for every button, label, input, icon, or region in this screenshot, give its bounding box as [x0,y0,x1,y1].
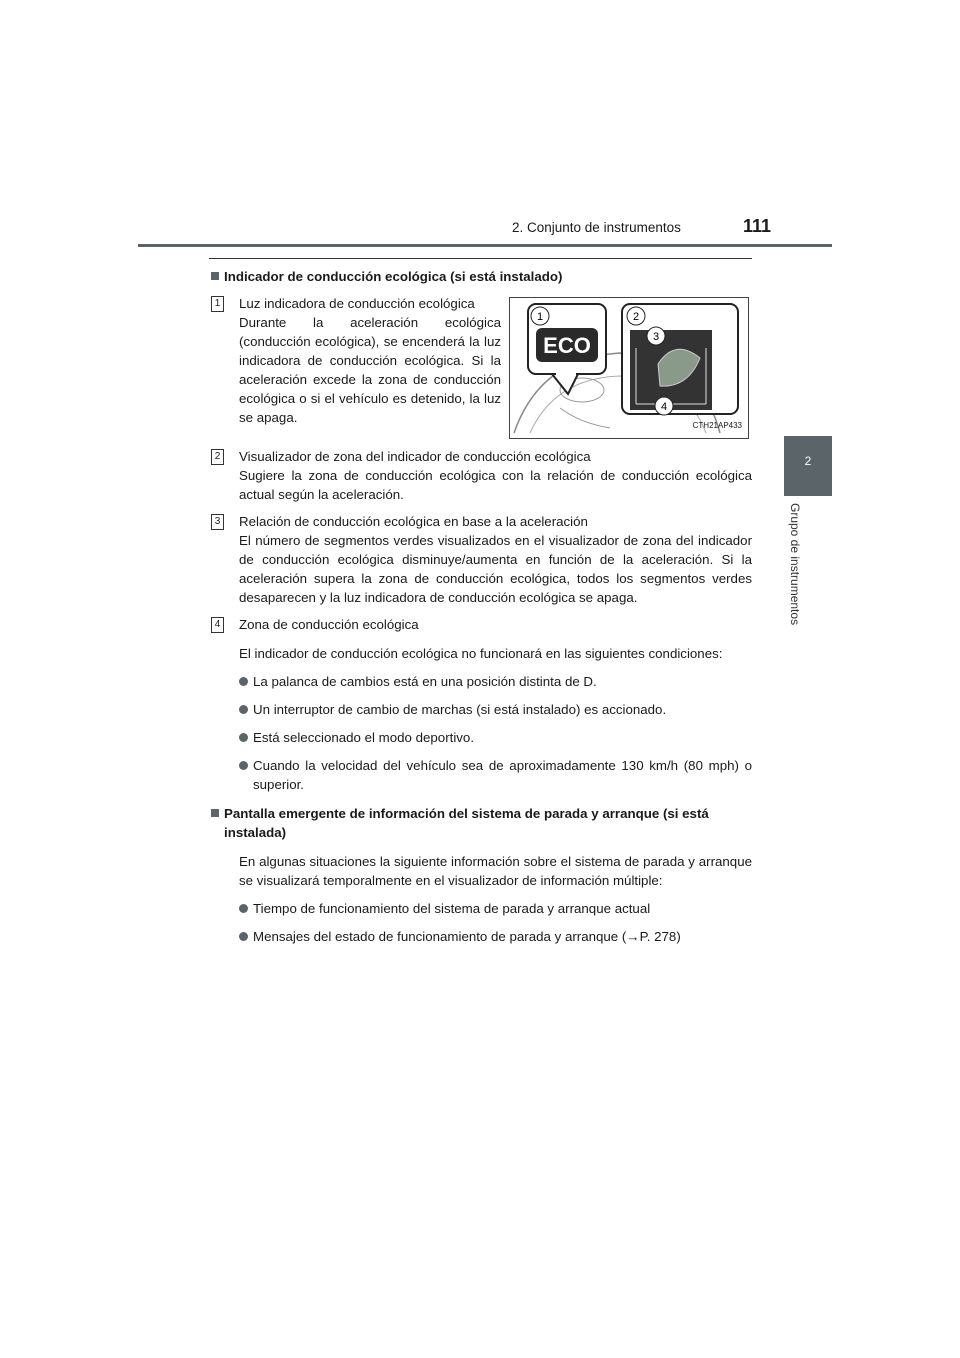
svg-text:3: 3 [652,331,660,343]
svg-text:1: 1 [536,311,544,323]
item-1 [211,294,501,427]
square-marker [211,272,219,280]
svg-text:2: 2 [632,311,640,323]
conditions-note: El indicador de conducción ecológica no funcionará en las siguientes condiciones: [239,646,723,661]
svg-text:4: 4 [660,401,668,413]
content-rule [209,258,752,259]
side-tab-number: 2 [804,454,812,468]
list-item: Tiempo de funcionamiento del sistema de parada y arranque actual [211,899,752,918]
item-text: El número de segmentos verdes visualizados en el visualizador de zona del indicador de conducción ecológica disminuye/aumenta en función de la aceleración. Si la aceleración supera la zona de conducción ecológica, todos los segmentos verdes desaparecen y la luz indicadora de conducción ecológica se apaga. [239,533,752,605]
section2-heading: Pantalla emergente de información del sistema de parada y arranque (si está instalada) [211,804,752,842]
item-number-badge: 3 [211,514,224,530]
list-item: Está seleccionado el modo deportivo. [211,728,752,747]
item-title: Luz indicadora de conducción ecológica [239,296,475,311]
bullet-dot [239,733,248,742]
bullet-dot [239,705,248,714]
side-tab [784,436,832,496]
eco-indicator-figure [509,297,749,439]
side-tab-label: Grupo de instrumentos [788,503,802,626]
bullet-dot [239,904,248,913]
figure-id: CTH21AP433 [692,421,742,430]
item-2 [211,447,752,504]
figure-row [211,286,752,439]
section2-paragraph: En algunas situaciones la siguiente información sobre el sistema de parada y arranque se visualizará temporalmente en el visualizador de información múltiple: [239,854,752,888]
item-title: Visualizador de zona del indicador de conducción ecológica [239,449,591,464]
page-number: 111 [743,216,772,236]
bullet-dot [239,677,248,686]
list-item: Un interruptor de cambio de marchas (si está instalado) es accionado. [211,700,752,719]
item-number-badge: 2 [211,449,224,465]
item-title: Relación de conducción ecológica en base a la aceleración [239,514,588,529]
eco-label: ECO [543,333,591,358]
item-text: Sugiere la zona de conducción ecológica con la relación de conducción ecológica actual según la aceleración. [239,468,752,502]
item-number-badge: 4 [211,617,224,633]
item-text: Durante la aceleración ecológica (conducción ecológica), se encenderá la luz indicadora de conducción ecológica. Si la aceleración excede la zona de conducción ecológica o si el vehículo es detenido, la luz se apaga. [239,315,501,425]
bullet-dot [239,761,248,770]
content [211,258,752,946]
square-marker [211,809,219,817]
item-3 [211,512,752,607]
list-item: Mensajes del estado de funcionamiento de parada y arranque (→P. 278) [211,927,752,946]
item-number-badge: 1 [211,296,224,312]
header-rule [138,244,832,247]
item-4 [211,615,752,634]
item-title: Zona de conducción ecológica [239,617,419,632]
bullet-dot [239,932,248,941]
list-item: Cuando la velocidad del vehículo sea de aproximadamente 130 km/h (80 mph) o superior. [211,756,752,794]
section1-heading: Indicador de conducción ecológica (si está instalado) [211,267,752,286]
list-item: La palanca de cambios está en una posición distinta de D. [211,672,752,691]
header-section-title: 2. Conjunto de instrumentos [512,220,681,235]
